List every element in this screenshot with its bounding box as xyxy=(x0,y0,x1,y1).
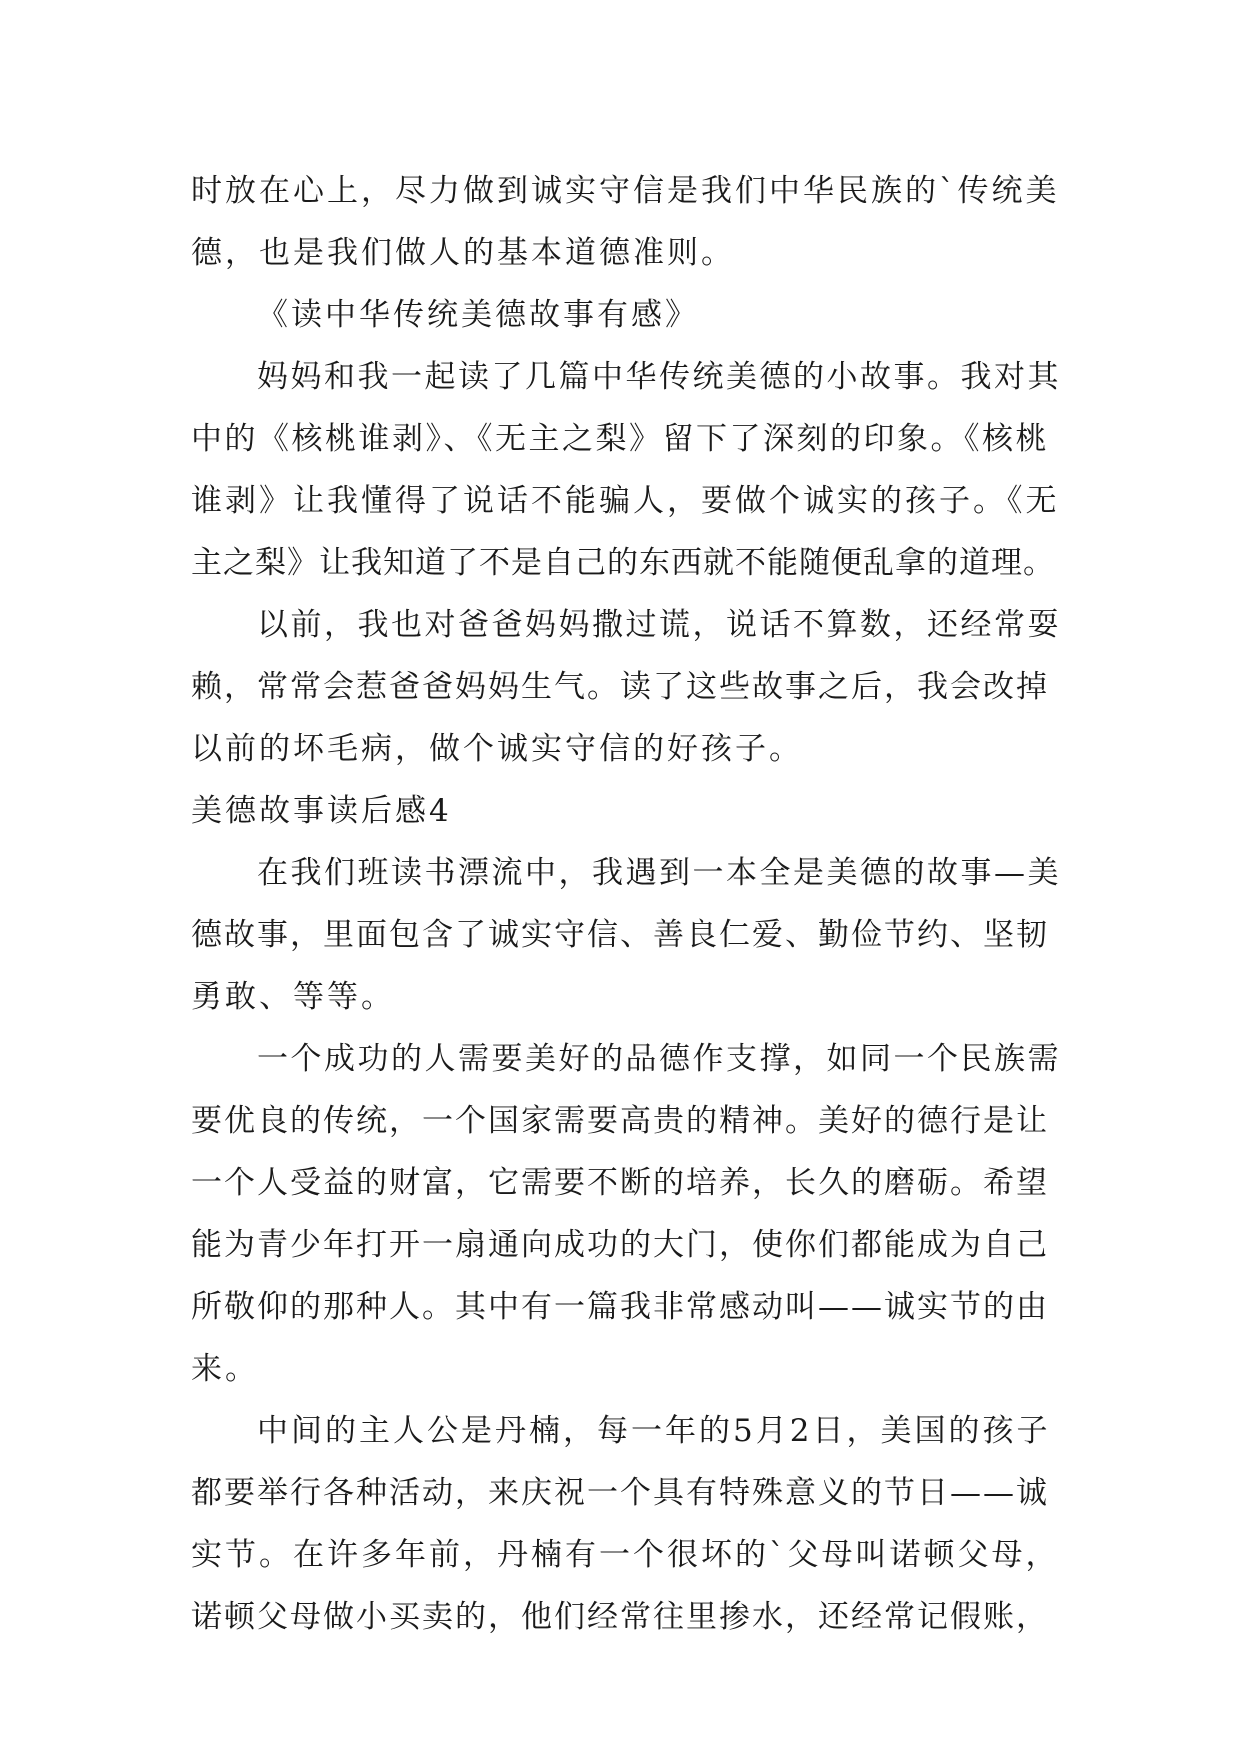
text-line: 赖，常常会惹爸爸妈妈生气。读了这些故事之后，我会改掉 xyxy=(191,669,1049,705)
document-body xyxy=(191,160,1061,1648)
text-line: 实节。在许多年前，丹楠有一个很坏的`父母叫诺顿父母， xyxy=(191,1537,1060,1573)
text-line: 在我们班读书漂流中，我遇到一本全是美德的故事—美 xyxy=(257,855,1061,891)
text-line: 德故事，里面包含了诚实守信、善良仁爱、勤俭节约、坚韧 xyxy=(191,917,1049,953)
text-line: 谁剥》让我懂得了说话不能骗人，要做个诚实的孩子。《无 xyxy=(191,483,1060,519)
text-line: 能为青少年打开一扇通向成功的大门，使你们都能成为自己 xyxy=(191,1227,1049,1263)
text-line: 所敬仰的那种人。其中有一篇我非常感动叫——诚实节的由 xyxy=(191,1289,1049,1325)
text-line: 一个人受益的财富，它需要不断的培养，长久的磨砺。希望 xyxy=(191,1165,1049,1201)
text-line: 要优良的传统，一个国家需要高贵的精神。美好的德行是让 xyxy=(191,1103,1049,1139)
text-line: 时放在心上，尽力做到诚实守信是我们中华民族的`传统美 xyxy=(191,173,1060,209)
text-line: 德，也是我们做人的基本道德准则。 xyxy=(191,235,735,271)
text-line: 中间的主人公是丹楠，每一年的5月2日，美国的孩子 xyxy=(257,1413,1051,1449)
text-line: 都要举行各种活动，来庆祝一个具有特殊意义的节日——诚 xyxy=(191,1475,1049,1511)
text-line: 勇敢、等等。 xyxy=(191,979,395,1015)
text-line: 来。 xyxy=(191,1351,259,1387)
text-line: 妈妈和我一起读了几篇中华传统美德的小故事。我对其 xyxy=(257,359,1061,395)
text-line: 一个成功的人需要美好的品德作支撑，如同一个民族需 xyxy=(257,1041,1061,1077)
text-line: 诺顿父母做小买卖的，他们经常往里掺水，还经常记假账， xyxy=(191,1599,1049,1635)
section-heading: 美德故事读后感4 xyxy=(191,793,452,829)
text-line: 以前的坏毛病，做个诚实守信的好孩子。 xyxy=(191,731,803,767)
text-line: 主之梨》让我知道了不是自己的东西就不能随便乱拿的道理。 xyxy=(191,545,1055,581)
text-line: 中的《核桃谁剥》、《无主之梨》留下了深刻的印象。《核桃 xyxy=(191,421,1049,457)
text-line: 以前，我也对爸爸妈妈撒过谎，说话不算数，还经常耍 xyxy=(257,607,1061,643)
section-title: 《读中华传统美德故事有感》 xyxy=(257,297,699,333)
